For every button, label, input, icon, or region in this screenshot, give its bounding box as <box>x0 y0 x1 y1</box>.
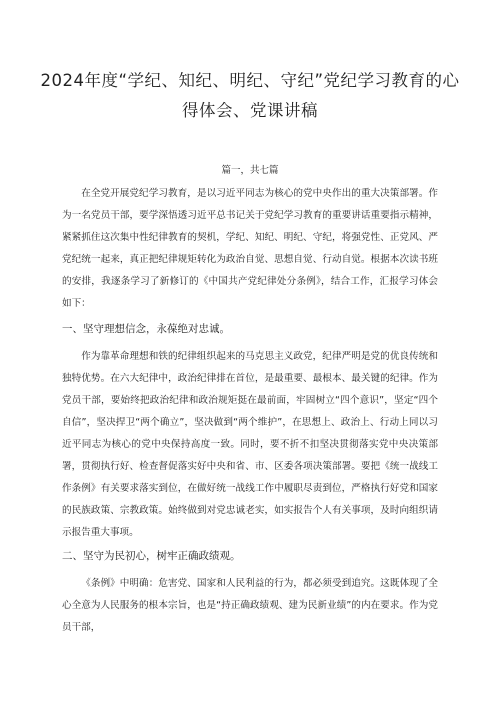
paragraph-text: 《条例》中明确：危害党、国家和人民利益的行为，都必须受到追究。这既体现了全心全意为人民服务的根本宗旨，也是“持正确政绩观、建为民新业绩”的内在要求。作为党员干部， <box>62 578 438 633</box>
section-heading-1: 一、坚守理想信念，永葆绝对忠诚。 <box>62 323 230 335</box>
paragraph-text: 在全党开展党纪学习教育，是以习近平同志为核心的党中央作出的重大决策部署。作为一名党员干部，要学深悟透习近平总书记关于党纪学习教育的重要讲话重要指示精神，紧紧抓住这次集中性纪律教育的契机，学纪、知纪、明纪、守纪，将强党性、正党风、严党纪统一起来，真正把纪律规矩转化为政治自觉、思想自觉、行动自觉。根据本次读书班的安排，我逐条学习了新修订的《中国共产党纪律处分条例》，结合工作，汇报学习体会如下： <box>62 188 438 309</box>
paragraph-intro <box>62 183 438 315</box>
section-heading-2: 二、坚守为民初心，树牢正确政绩观。 <box>62 550 241 562</box>
document-subtitle: 篇一，共七篇 <box>221 165 279 176</box>
document-title: 2024年度“学纪、知纪、明纪、守纪”党纪学习教育的心得体会、党课讲稿 <box>40 71 460 120</box>
paragraph-section-1 <box>62 346 438 544</box>
paragraph-section-2 <box>62 573 438 639</box>
paragraph-text: 作为靠革命理想和铁的纪律组织起来的马克思主义政党，纪律严明是党的优良传统和独特优势。在六大纪律中，政治纪律排在首位，是最重要、最根本、最关键的纪律。作为党员干部，要始终把政治纪律和政治规矩挺在最前面，牢固树立“四个意识”，坚定“四个自信”，坚决捍卫“两个确立”，坚决做到“两个维护”，在思想上、政治上、行动上同以习近平同志为核心的党中央保持高度一致。同时，要不折不扣坚决贯彻落实党中央决策部署，贯彻执行好、检查督促落实好中央和省、市、区委各项决策部署。要把《统一战线工作条例》有关要求落实到位，在做好统一战线工作中履职尽责到位，严格执行好党和国家的民族政策、宗教政策。始终做到对党忠诚老实，如实报告个人有关事项，及时向组织请示报告重大事项。 <box>62 351 438 538</box>
